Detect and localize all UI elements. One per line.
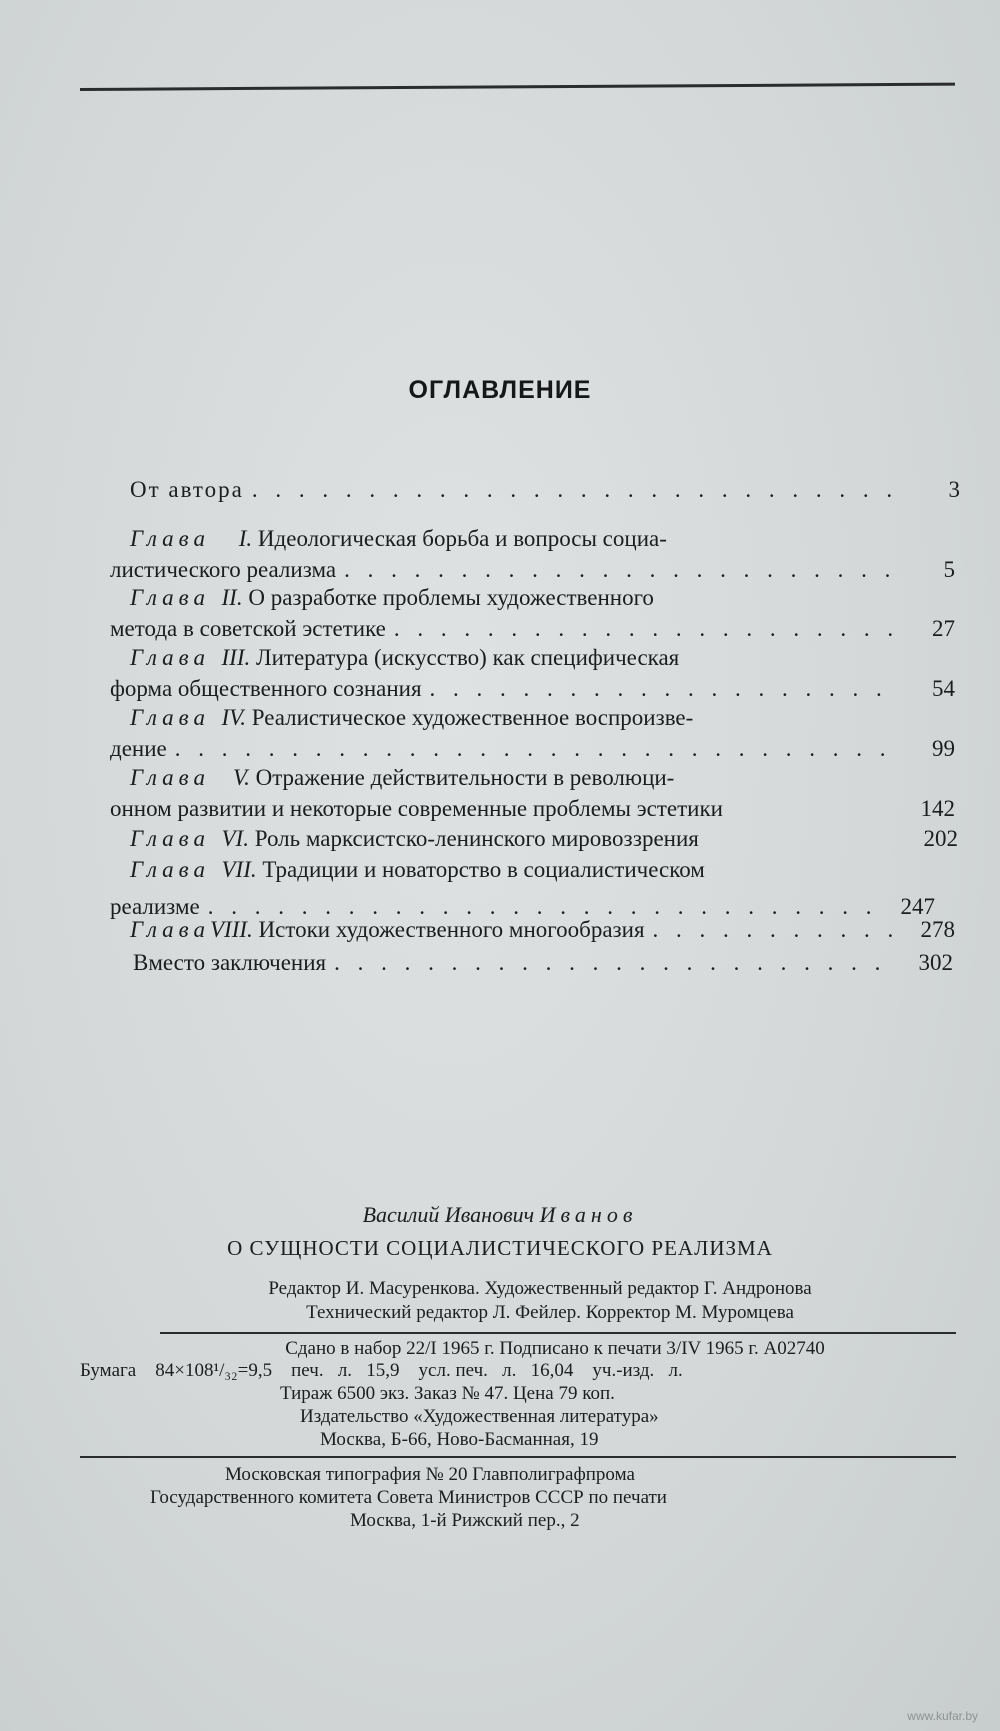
print-info-line-2: Бумага 84×108¹/₃₂=9,5 печ. л. 15,9 усл. печ. л. 16,04 уч.-изд. л.	[80, 1360, 683, 1381]
toc-entry-chapter-7	[110, 854, 957, 922]
toc-entry-chapter-2	[110, 582, 957, 644]
book-title: О СУЩНОСТИ СОЦИАЛИСТИЧЕСКОГО РЕАЛИЗМА	[227, 1236, 773, 1260]
chapter-prefix: Глава	[130, 917, 210, 942]
toc-entry-preface	[130, 474, 960, 505]
toc-page-number: 247	[900, 894, 935, 919]
chapter-number: II.	[221, 585, 243, 610]
page-title: ОГЛАВЛЕНИЕ	[408, 376, 592, 404]
toc-entry-line: Роль марксистско-ленинского мировоззрения	[254, 826, 699, 851]
publisher-line-1: Издательство «Художественная литература»	[300, 1406, 659, 1427]
toc-entry-line: реализме	[110, 894, 200, 919]
toc-entry-line: Отражение действительности в революци-	[255, 765, 675, 790]
print-info-line-1: Сдано в набор 22/I 1965 г. Подписано к печати 3/IV 1965 г. А02740	[285, 1338, 825, 1359]
toc-entry-chapter-8	[127, 914, 957, 945]
toc-page-number: 54	[932, 676, 955, 701]
printer-line-1: Московская типография № 20 Главполиграфпрома	[225, 1464, 635, 1485]
toc-entry-line: Истоки художественного многообразия	[258, 917, 645, 942]
print-info-line-3: Тираж 6500 экз. Заказ № 47. Цена 79 коп.	[280, 1383, 615, 1404]
chapter-number: VI.	[221, 826, 249, 851]
chapter-prefix: Глава	[130, 705, 210, 730]
chapter-prefix: Глава	[130, 765, 210, 790]
toc-entry-conclusion	[133, 947, 963, 978]
editors-line-1: Редактор И. Масуренкова. Художественный редактор Г. Андронова	[268, 1278, 812, 1299]
toc-entry-label: Вместо заключения	[133, 950, 327, 975]
chapter-prefix: Глава	[130, 526, 210, 551]
top-rule	[80, 83, 955, 91]
toc-page-number: 5	[943, 557, 955, 582]
chapter-number: VIII.	[210, 917, 253, 942]
toc-entry-chapter-3	[110, 642, 957, 704]
toc-entry-chapter-1	[110, 523, 957, 585]
author-given-names: Василий Иванович	[362, 1202, 535, 1227]
toc-entry-line: онном развитии и некоторые современные проблемы эстетики	[110, 796, 723, 821]
toc-entry-line: листического реализма	[110, 557, 337, 582]
leader-dots	[175, 733, 897, 764]
toc-entry-line: метода в советской эстетике	[110, 616, 386, 641]
printer-line-3: Москва, 1-й Рижский пер., 2	[350, 1510, 580, 1531]
toc-page-number: 278	[920, 917, 955, 942]
publisher-line-2: Москва, Б-66, Ново-Басманная, 19	[320, 1429, 599, 1450]
author-name	[0, 1202, 1000, 1228]
divider-rule	[80, 1456, 956, 1458]
watermark: www.kufar.by	[907, 1709, 978, 1723]
toc-entry-line: Идеологическая борьба и вопросы социа-	[257, 526, 667, 551]
toc-entry-line: Традиции и новаторство в социалистическом	[262, 857, 705, 882]
chapter-number: III.	[221, 645, 251, 670]
chapter-prefix: Глава	[130, 645, 210, 670]
toc-page-number: 202	[923, 826, 958, 851]
toc-page-number: 99	[932, 736, 955, 761]
author-surname: Иванов	[539, 1202, 638, 1227]
toc-entry-line: дение	[110, 736, 167, 761]
leader-dots	[252, 474, 902, 505]
toc-page-number: 142	[920, 796, 955, 821]
leader-dots	[653, 914, 897, 945]
toc-entry-line: Литература (искусство) как специфическая	[255, 645, 680, 670]
chapter-number: V.	[233, 765, 250, 790]
toc-entry-line: О разработке проблемы художественного	[248, 585, 654, 610]
chapter-prefix: Глава	[130, 826, 210, 851]
chapter-number: VII.	[221, 857, 257, 882]
printer-line-2: Государственного комитета Совета Министров СССР по печати	[150, 1487, 667, 1508]
leader-dots	[344, 554, 897, 585]
leader-dots	[394, 613, 897, 644]
toc-entry-line: Реалистическое художественное воспроизве-	[251, 705, 694, 730]
divider-rule	[160, 1332, 956, 1334]
chapter-prefix: Глава	[130, 585, 210, 610]
editors-line-2: Технический редактор Л. Фейлер. Корректор М. Муромцева	[306, 1302, 794, 1323]
chapter-number: I.	[238, 526, 253, 551]
toc-page-number: 302	[918, 950, 953, 975]
toc-entry-chapter-5	[110, 762, 957, 824]
toc-entry-chapter-6	[127, 823, 957, 854]
toc-entry-label: От автора	[130, 477, 244, 502]
toc-entry-chapter-4	[110, 702, 957, 764]
toc-page-number: 3	[948, 477, 960, 502]
leader-dots	[430, 673, 897, 704]
chapter-prefix: Глава	[130, 857, 210, 882]
toc-entry-line: форма общественного сознания	[110, 676, 422, 701]
toc-page-number: 27	[932, 616, 955, 641]
chapter-number: IV.	[221, 705, 246, 730]
leader-dots	[334, 947, 895, 978]
